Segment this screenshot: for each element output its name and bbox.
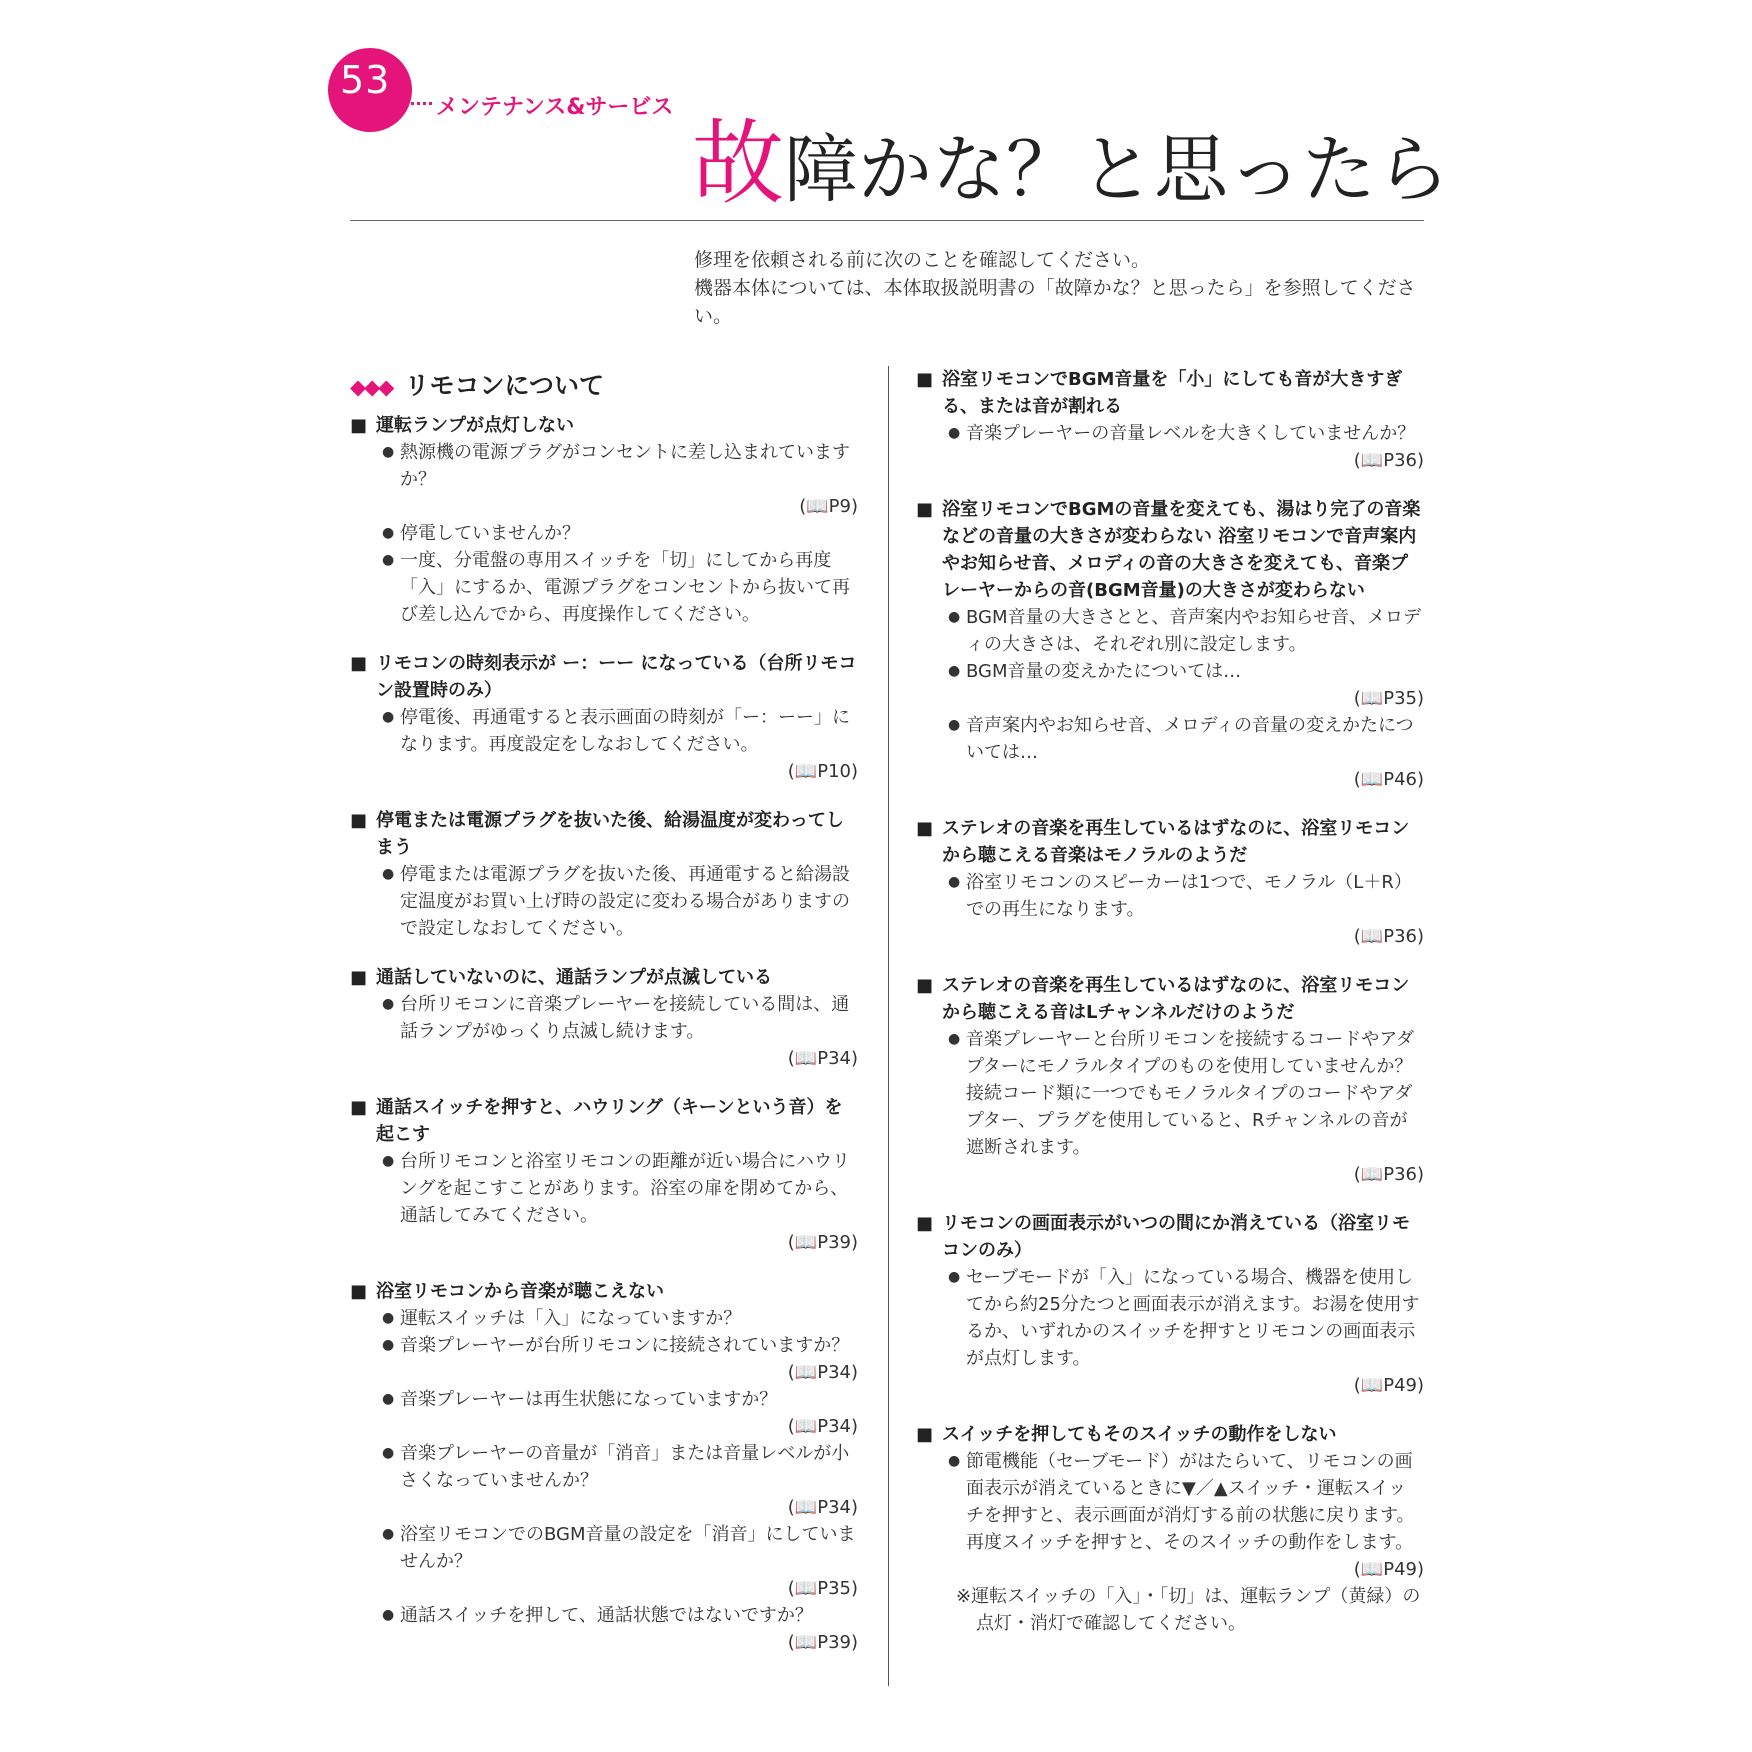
dot-bullet-icon: ● xyxy=(948,425,961,441)
trouble-question xyxy=(916,1421,1424,1448)
answer-item xyxy=(350,520,858,547)
square-bullet-icon: ■ xyxy=(916,499,934,520)
page-reference: (📖P35) xyxy=(787,1578,858,1599)
trouble-item xyxy=(916,815,1424,950)
dot-bullet-icon: ● xyxy=(382,1153,395,1169)
column-divider xyxy=(888,366,889,1686)
page-reference: (📖P49) xyxy=(1353,1375,1424,1396)
trouble-item xyxy=(350,1094,858,1256)
question-text: リモコンの時刻表示が ー：ーー になっている（台所リモコン設置時のみ） xyxy=(376,653,857,701)
answer-item xyxy=(350,1521,858,1602)
dotted-leader xyxy=(370,102,432,105)
trouble-question xyxy=(350,807,858,861)
page-reference: (📖P49) xyxy=(1353,1559,1424,1580)
square-bullet-icon: ■ xyxy=(350,415,368,436)
question-text: 浴室リモコンでBGM音量を「小」にしても音が大きすぎる、または音が割れる xyxy=(942,369,1403,417)
trouble-question xyxy=(916,815,1424,869)
trouble-item xyxy=(350,807,858,942)
dot-bullet-icon: ● xyxy=(948,1269,961,1285)
answer-text: 音声案内やお知らせ音、メロディの音量の変えかたについては… xyxy=(966,715,1414,763)
note-text: ※運転スイッチの「入」・「切」は、運転ランプ（黄緑）の点灯・消灯で確認してください。 xyxy=(956,1586,1421,1634)
answer-text: 浴室リモコンでのBGM音量の設定を「消音」にしていませんか？ xyxy=(400,1524,856,1572)
answer-text: 停電または電源プラグを抜いた後、再通電すると給湯設定温度がお買い上げ時の設定に変わる場合がありますので設定しなおしてください。 xyxy=(400,864,850,939)
dot-bullet-icon: ● xyxy=(948,874,961,890)
question-text: 浴室リモコンでBGMの音量を変えても、湯はり完了の音楽などの音量の大きさが変わらない 浴室リモコンで音声案内やお知らせ音、メロディの音の大きさを変えても、音楽プレーヤーからの音(BGM音量)の大きさが変わらない xyxy=(942,499,1421,601)
page-reference: (📖P34) xyxy=(787,1362,858,1383)
square-bullet-icon: ■ xyxy=(350,1281,368,1302)
answer-text: 台所リモコンと浴室リモコンの距離が近い場合にハウリングを起こすことがあります。浴室の扉を閉めてから、通話してみてください。 xyxy=(400,1151,850,1226)
question-text: ステレオの音楽を再生しているはずなのに、浴室リモコンから聴こえる音楽はモノラルのようだ xyxy=(942,818,1410,866)
answer-text: BGM音量の変えかたについては… xyxy=(966,661,1242,682)
page-title xyxy=(692,110,1451,217)
answer-item xyxy=(916,604,1424,658)
intro-line-1: 修理を依頼される前に次のことを確認してください。 xyxy=(694,249,1151,271)
answer-item xyxy=(350,547,858,628)
question-text: 浴室リモコンから音楽が聴こえない xyxy=(376,1281,664,1302)
square-bullet-icon: ■ xyxy=(350,1097,368,1118)
answer-text: 台所リモコンに音楽プレーヤーを接続している間は、通話ランプがゆっくり点滅し続けます。 xyxy=(400,994,850,1042)
question-text: 通話していないのに、通話ランプが点滅している xyxy=(376,967,772,988)
answer-text: 通話スイッチを押して、通話状態ではないですか？ xyxy=(400,1605,813,1626)
dot-bullet-icon: ● xyxy=(382,709,395,725)
dot-bullet-icon: ● xyxy=(382,1526,395,1542)
page-reference: (📖P36) xyxy=(1353,1164,1424,1185)
answer-item xyxy=(350,861,858,942)
page-reference: (📖P36) xyxy=(1353,926,1424,947)
trouble-question xyxy=(350,1278,858,1305)
answer-text: 節電機能（セーブモード）がはたらいて、リモコンの画面表示が消えているときに▼／▲スイッチ・運転スイッチを押すと、表示画面が消灯する前の状態に戻ります。再度スイッチを押すと、そのスイッチの動作をします。 xyxy=(966,1451,1415,1553)
section-heading xyxy=(350,366,858,402)
answer-item xyxy=(350,704,858,785)
answer-item xyxy=(350,991,858,1072)
question-text: 通話スイッチを押すと、ハウリング（キーンという音）を起こす xyxy=(376,1097,843,1145)
dot-bullet-icon: ● xyxy=(382,1310,395,1326)
question-text: 停電または電源プラグを抜いた後、給湯温度が変わってしまう xyxy=(376,810,844,858)
answer-text: 音楽プレーヤーと台所リモコンを接続するコードやアダプターにモノラルタイプのものを使用していませんか？接続コード類に一つでもモノラルタイプのコードやアダプター、プラグを使用していると、Rチャンネルの音が遮断されます。 xyxy=(966,1029,1415,1158)
answer-item xyxy=(916,712,1424,793)
dot-bullet-icon: ● xyxy=(382,552,395,568)
title-rest: 障かな？と思ったら xyxy=(784,127,1451,213)
left-column xyxy=(350,366,858,1678)
page-reference: (📖P10) xyxy=(787,761,858,782)
dot-bullet-icon: ● xyxy=(382,1391,395,1407)
page-reference: (📖P36) xyxy=(1353,450,1424,471)
answer-text: 一度、分電盤の専用スイッチを「切」にしてから再度「入」にするか、電源プラグをコンセントから抜いて再び差し込んでから、再度操作してください。 xyxy=(400,550,850,625)
question-text: ステレオの音楽を再生しているはずなのに、浴室リモコンから聴こえる音はLチャンネルだけのようだ xyxy=(942,975,1410,1023)
trouble-item xyxy=(350,1278,858,1656)
page-reference: (📖P34) xyxy=(787,1416,858,1437)
trouble-question xyxy=(350,964,858,991)
right-column xyxy=(916,366,1424,1659)
square-bullet-icon: ■ xyxy=(350,810,368,831)
answer-text: 音楽プレーヤーの音量レベルを大きくしていませんか？ xyxy=(966,423,1416,444)
page-reference: (📖P46) xyxy=(1353,769,1424,790)
trouble-question xyxy=(350,1094,858,1148)
trouble-question xyxy=(916,366,1424,420)
dot-bullet-icon: ● xyxy=(382,1607,395,1623)
trouble-item xyxy=(916,972,1424,1188)
trouble-question xyxy=(916,1210,1424,1264)
trouble-item xyxy=(916,496,1424,793)
question-text: リモコンの画面表示がいつの間にか消えている（浴室リモコンのみ） xyxy=(942,1213,1410,1261)
trouble-item xyxy=(916,1210,1424,1399)
answer-item xyxy=(916,869,1424,950)
square-bullet-icon: ■ xyxy=(916,1424,934,1445)
square-bullet-icon: ■ xyxy=(350,967,368,988)
answer-item xyxy=(916,1026,1424,1188)
trouble-item xyxy=(916,366,1424,474)
dot-bullet-icon: ● xyxy=(948,1453,961,1469)
answer-text: 停電していませんか？ xyxy=(400,523,580,544)
answer-item xyxy=(350,1440,858,1521)
trouble-item xyxy=(350,412,858,628)
answer-text: 音楽プレーヤーの音量が「消音」または音量レベルが小さくなっていませんか？ xyxy=(400,1443,850,1491)
dot-bullet-icon: ● xyxy=(382,525,395,541)
square-bullet-icon: ■ xyxy=(916,1213,934,1234)
left-item-list xyxy=(350,412,858,1656)
answer-item xyxy=(916,658,1424,712)
answer-item xyxy=(350,1148,858,1256)
dot-bullet-icon: ● xyxy=(382,866,395,882)
square-bullet-icon: ■ xyxy=(350,653,368,674)
square-bullet-icon: ■ xyxy=(916,818,934,839)
answer-text: BGM音量の大きさとと、音声案内やお知らせ音、メロディの大きさは、それぞれ別に設定します。 xyxy=(966,607,1421,655)
dot-bullet-icon: ● xyxy=(948,609,961,625)
answer-text: 音楽プレーヤーが台所リモコンに接続されていますか？ xyxy=(400,1335,850,1356)
section-heading-text: リモコンについて xyxy=(404,371,604,400)
trouble-question xyxy=(350,650,858,704)
question-text: 運転ランプが点灯しない xyxy=(376,415,574,436)
intro-line-2: 機器本体については、本体取扱説明書の「故障かな？と思ったら」を参照してください。 xyxy=(694,277,1416,327)
dot-bullet-icon: ● xyxy=(948,717,961,733)
answer-item xyxy=(350,1332,858,1386)
dot-bullet-icon: ● xyxy=(382,996,395,1012)
trouble-question xyxy=(350,412,858,439)
dot-bullet-icon: ● xyxy=(382,444,395,460)
dot-bullet-icon: ● xyxy=(948,1031,961,1047)
page-reference: (📖P35) xyxy=(1353,688,1424,709)
page-reference: (📖P39) xyxy=(787,1232,858,1253)
trouble-item xyxy=(916,1421,1424,1637)
title-first-char: 故 xyxy=(692,110,785,217)
trouble-item xyxy=(350,964,858,1072)
page-reference: (📖P39) xyxy=(787,1632,858,1653)
trouble-question xyxy=(916,496,1424,604)
answer-item xyxy=(350,1602,858,1656)
answer-item xyxy=(350,439,858,520)
answer-item xyxy=(350,1386,858,1440)
page-number: 53 xyxy=(340,58,391,102)
right-item-list xyxy=(916,366,1424,1637)
answer-text: 運転スイッチは「入」になっていますか？ xyxy=(400,1308,742,1329)
answer-item xyxy=(916,420,1424,474)
answer-item xyxy=(916,1448,1424,1583)
trouble-item xyxy=(350,650,858,785)
diamond-icon: ◆◆◆ xyxy=(350,375,393,399)
square-bullet-icon: ■ xyxy=(916,975,934,996)
page-reference: (📖P34) xyxy=(787,1497,858,1518)
answer-text: セーブモードが「入」になっている場合、機器を使用してから約25分たつと画面表示が消えます。お湯を使用するか、いずれかのスイッチを押すとリモコンの画面表示が点灯します。 xyxy=(966,1267,1420,1369)
square-bullet-icon: ■ xyxy=(916,369,934,390)
dot-bullet-icon: ● xyxy=(382,1337,395,1353)
page-reference: (📖P34) xyxy=(787,1048,858,1069)
answer-text: 音楽プレーヤーは再生状態になっていますか？ xyxy=(400,1389,778,1410)
answer-text: 停電後、再通電すると表示画面の時刻が「ー：ーー」になります。再度設定をしなおしてください。 xyxy=(400,707,850,755)
question-text: スイッチを押してもそのスイッチの動作をしない xyxy=(942,1424,1337,1445)
dot-bullet-icon: ● xyxy=(948,663,961,679)
section-label: メンテナンス&サービス xyxy=(436,95,674,120)
answer-item xyxy=(350,1305,858,1332)
page-reference: (📖P9) xyxy=(799,496,858,517)
intro-text xyxy=(694,246,1424,330)
answer-text: 熱源機の電源プラグがコンセントに差し込まれていますか？ xyxy=(400,442,850,490)
trouble-question xyxy=(916,972,1424,1026)
answer-text: 浴室リモコンのスピーカーは1つで、モノラル（L＋R）での再生になります。 xyxy=(966,872,1412,920)
dot-bullet-icon: ● xyxy=(382,1445,395,1461)
answer-item xyxy=(916,1264,1424,1399)
title-rule xyxy=(350,220,1424,221)
